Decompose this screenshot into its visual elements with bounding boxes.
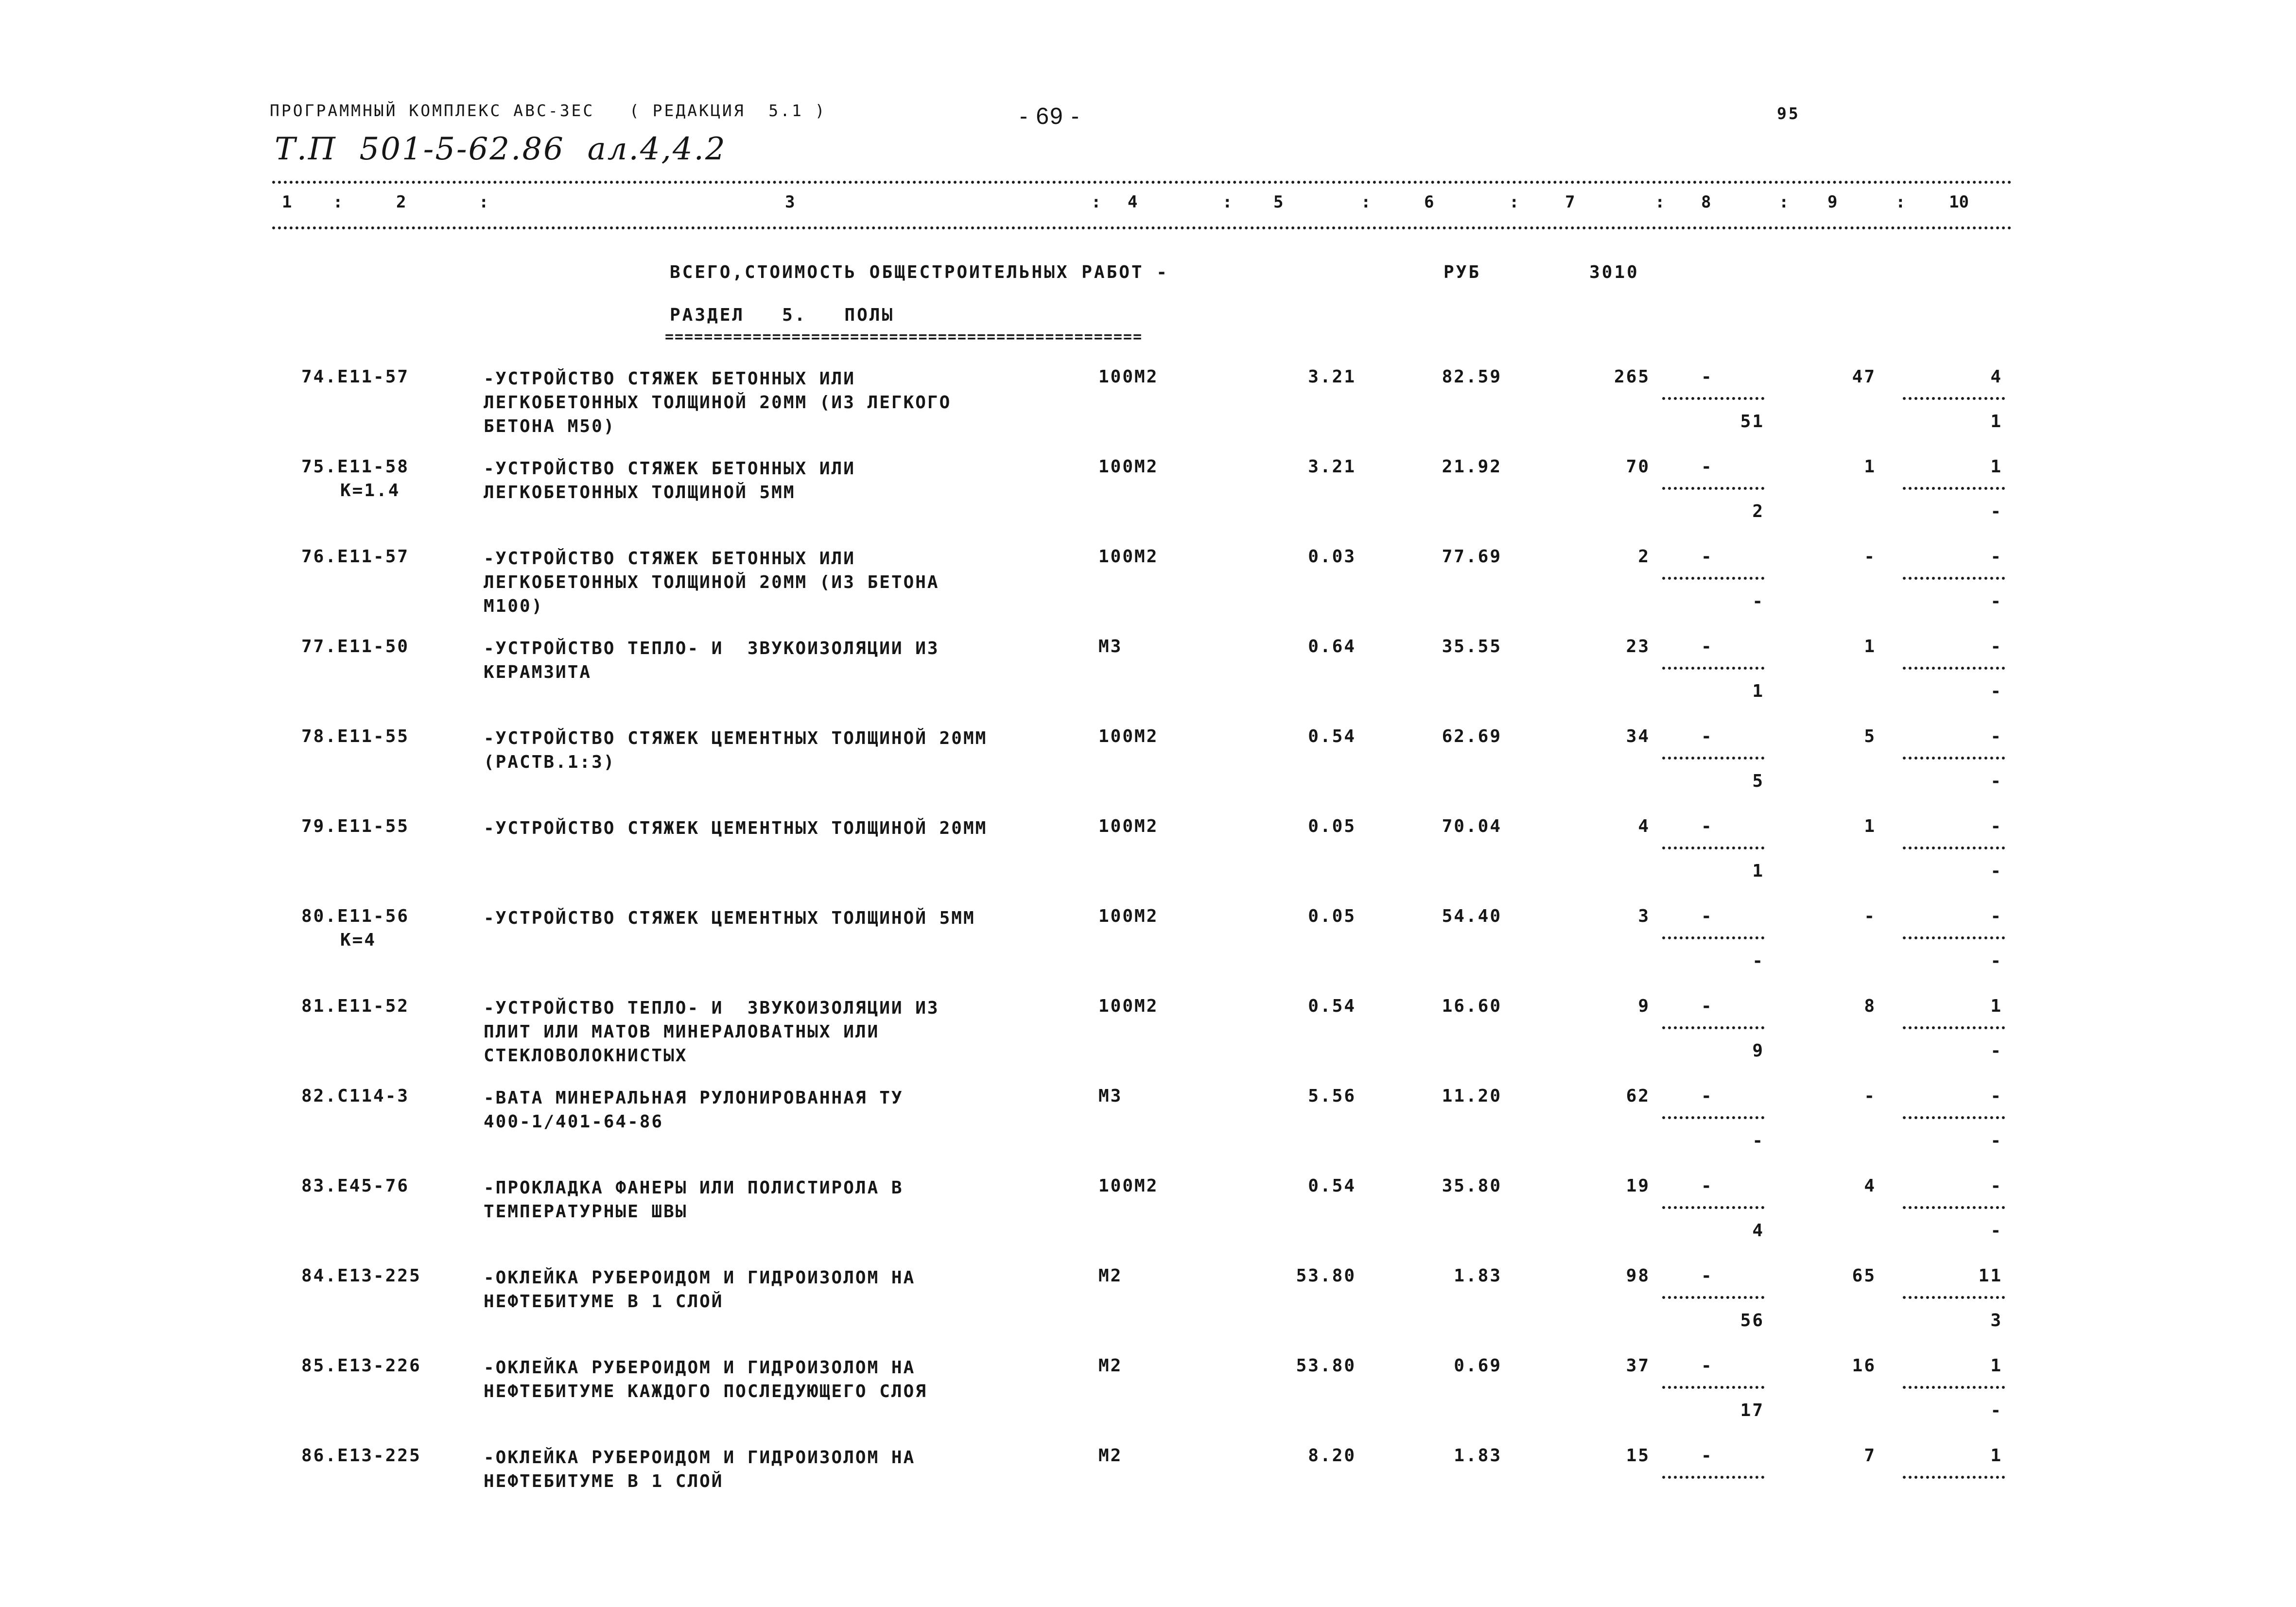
row-quantity: 53.80 (1296, 1266, 1356, 1286)
row-total-cost: 98 (1626, 1266, 1650, 1286)
row-description-line: -УСТРОЙСТВО ТЕПЛО- И ЗВУКОИЗОЛЯЦИИ ИЗ (484, 639, 939, 658)
col10-top-value: 4 (1990, 367, 2002, 387)
col8-top-value: - (1701, 1176, 1713, 1196)
row-quantity: 0.54 (1308, 996, 1356, 1016)
row-unit-price: 82.59 (1442, 367, 1502, 387)
summary-value: 3010 (1589, 262, 1639, 282)
col10-bottom-value: - (1990, 861, 2002, 881)
col10-fraction-line (1903, 847, 2005, 849)
column-separator: : (1222, 192, 1233, 212)
col9-value: 4 (1864, 1176, 1876, 1196)
col8-fraction-line (1662, 847, 1764, 849)
col8-top-value: - (1701, 547, 1713, 567)
row-total-cost: 4 (1638, 816, 1650, 836)
col10-fraction-line (1903, 577, 2005, 580)
row-description-line: ТЕМПЕРАТУРНЫЕ ШВЫ (484, 1202, 688, 1222)
col9-value: - (1864, 906, 1876, 926)
col8-bottom-value: 1 (1752, 861, 1764, 881)
row-unit-price: 35.80 (1442, 1176, 1502, 1196)
row-total-cost: 3 (1638, 906, 1650, 926)
row-description-line: М100) (484, 596, 544, 616)
row-quantity: 5.56 (1308, 1086, 1356, 1106)
row-description-line: ЛЕГКОБЕТОННЫХ ТОЛЩИНОЙ 5ММ (484, 483, 796, 502)
col10-fraction-line (1903, 1026, 2005, 1029)
program-header: ПРОГРАММНЫЙ КОМПЛЕКС АВС-3ЕС ( РЕДАКЦИЯ 5.1 ) (270, 101, 827, 120)
header-bottom-rule (272, 226, 2012, 229)
row-quantity: 0.03 (1308, 547, 1356, 567)
row-number: 82.С114-3 (301, 1086, 410, 1106)
row-description-line: -ПРОКЛАДКА ФАНЕРЫ ИЛИ ПОЛИСТИРОЛА В (484, 1178, 904, 1198)
col10-bottom-value: - (1990, 1400, 2002, 1420)
row-unit-price: 0.69 (1454, 1356, 1502, 1376)
col10-fraction-line (1903, 936, 2005, 939)
col8-fraction-line (1662, 1116, 1764, 1119)
column-separator: : (1896, 192, 1906, 212)
col9-value: - (1864, 1086, 1876, 1106)
row-description-line: СТЕКЛОВОЛОКНИСТЫХ (484, 1046, 688, 1066)
row-description-line: -ВАТА МИНЕРАЛЬНАЯ РУЛОНИРОВАННАЯ ТУ (484, 1088, 904, 1108)
col8-top-value: - (1701, 367, 1713, 387)
row-total-cost: 9 (1638, 996, 1650, 1016)
row-unit: М3 (1098, 637, 1123, 657)
col10-top-value: 1 (1990, 1356, 2002, 1376)
col9-value: 7 (1864, 1446, 1876, 1466)
row-quantity: 53.80 (1296, 1356, 1356, 1376)
row-description-line: -УСТРОЙСТВО СТЯЖЕК БЕТОННЫХ ИЛИ (484, 459, 855, 479)
col8-bottom-value: 5 (1752, 771, 1764, 791)
col9-value: 1 (1864, 816, 1876, 836)
row-unit: М2 (1098, 1356, 1123, 1376)
col10-bottom-value: - (1990, 681, 2002, 701)
row-total-cost: 15 (1626, 1446, 1650, 1466)
col10-bottom-value: 3 (1990, 1311, 2002, 1331)
row-description-line: -УСТРОЙСТВО СТЯЖЕК ЦЕМЕНТНЫХ ТОЛЩИНОЙ 20ММ (484, 728, 988, 748)
row-quantity: 0.64 (1308, 637, 1356, 657)
row-description-line: ЛЕГКОБЕТОННЫХ ТОЛЩИНОЙ 20ММ (ИЗ БЕТОНА (484, 572, 939, 592)
col8-bottom-value: 17 (1740, 1400, 1764, 1420)
col8-top-value: - (1701, 1086, 1713, 1106)
row-description-line: -УСТРОЙСТВО СТЯЖЕК БЕТОННЫХ ИЛИ (484, 369, 855, 389)
section-underline: ================================================= (665, 328, 1143, 346)
row-unit: 100М2 (1098, 906, 1159, 926)
col8-fraction-line (1662, 667, 1764, 670)
row-coefficient: К=1.4 (340, 481, 400, 501)
row-description-line: НЕФТЕБИТУМЕ КАЖДОГО ПОСЛЕДУЮЩЕГО СЛОЯ (484, 1382, 927, 1401)
column-header-7: 7 (1565, 192, 1575, 212)
column-header-2: 2 (396, 192, 406, 212)
row-unit: 100М2 (1098, 547, 1159, 567)
col10-fraction-line (1903, 1116, 2005, 1119)
col9-value: 1 (1864, 457, 1876, 477)
row-number: 78.Е11-55 (301, 726, 410, 746)
col8-bottom-value: - (1752, 1131, 1764, 1151)
col8-fraction-line (1662, 936, 1764, 939)
col8-fraction-line (1662, 1386, 1764, 1389)
col8-fraction-line (1662, 1026, 1764, 1029)
row-number: 76.Е11-57 (301, 547, 410, 567)
col8-top-value: - (1701, 726, 1713, 746)
column-separator: : (479, 192, 489, 212)
handwritten-project-code: Т.П 501-5-62.86 ал.4,4.2 (275, 131, 727, 167)
col8-top-value: - (1701, 996, 1713, 1016)
row-description-line: -ОКЛЕЙКА РУБЕРОИДОМ И ГИДРОИЗОЛОМ НА (484, 1358, 916, 1378)
column-separator: : (1779, 192, 1789, 212)
column-header-1: 1 (282, 192, 292, 212)
row-description-line: -УСТРОЙСТВО ТЕПЛО- И ЗВУКОИЗОЛЯЦИИ ИЗ (484, 998, 939, 1018)
row-number: 80.Е11-56 (301, 906, 410, 926)
col10-fraction-line (1903, 1476, 2005, 1479)
col10-bottom-value: - (1990, 501, 2002, 521)
row-total-cost: 265 (1614, 367, 1650, 387)
col10-fraction-line (1903, 487, 2005, 490)
row-description-line: НЕФТЕБИТУМЕ В 1 СЛОЙ (484, 1471, 724, 1491)
column-header-9: 9 (1827, 192, 1838, 212)
column-header-6: 6 (1424, 192, 1434, 212)
col9-value: 1 (1864, 637, 1876, 657)
col10-fraction-line (1903, 397, 2005, 400)
col10-top-value: 1 (1990, 1446, 2002, 1466)
row-total-cost: 34 (1626, 726, 1650, 746)
col10-top-value: - (1990, 1176, 2002, 1196)
row-number: 84.Е13-225 (301, 1266, 421, 1286)
col8-bottom-value: 2 (1752, 501, 1764, 521)
col10-top-value: - (1990, 816, 2002, 836)
col9-value: 5 (1864, 726, 1876, 746)
column-separator: : (333, 192, 343, 212)
col8-bottom-value: - (1752, 951, 1764, 971)
row-quantity: 0.54 (1308, 726, 1356, 746)
row-unit-price: 21.92 (1442, 457, 1502, 477)
col8-fraction-line (1662, 1206, 1764, 1209)
row-unit-price: 1.83 (1454, 1266, 1502, 1286)
col10-bottom-value: 1 (1990, 412, 2002, 432)
col10-fraction-line (1903, 1296, 2005, 1299)
row-unit: 100М2 (1098, 816, 1159, 836)
col10-bottom-value: - (1990, 771, 2002, 791)
column-separator: : (1509, 192, 1519, 212)
row-total-cost: 62 (1626, 1086, 1650, 1106)
col10-top-value: - (1990, 547, 2002, 567)
row-description-line: ЛЕГКОБЕТОННЫХ ТОЛЩИНОЙ 20ММ (ИЗ ЛЕГКОГО (484, 393, 952, 413)
row-unit: 100М2 (1098, 457, 1159, 477)
row-description-line: НЕФТЕБИТУМЕ В 1 СЛОЙ (484, 1292, 724, 1312)
row-unit: 100М2 (1098, 726, 1159, 746)
col10-fraction-line (1903, 757, 2005, 760)
col10-top-value: 1 (1990, 457, 2002, 477)
row-description-line: -УСТРОЙСТВО СТЯЖЕК БЕТОННЫХ ИЛИ (484, 549, 855, 569)
row-unit: 100М2 (1098, 367, 1159, 387)
row-description-line: -УСТРОЙСТВО СТЯЖЕК ЦЕМЕНТНЫХ ТОЛЩИНОЙ 5ММ (484, 908, 975, 928)
row-total-cost: 37 (1626, 1356, 1650, 1376)
row-description-line: КЕРАМЗИТА (484, 662, 592, 682)
row-unit: 100М2 (1098, 1176, 1159, 1196)
row-unit-price: 77.69 (1442, 547, 1502, 567)
col10-bottom-value: - (1990, 1221, 2002, 1241)
row-number: 79.Е11-55 (301, 816, 410, 836)
row-number: 83.Е45-76 (301, 1176, 410, 1196)
col8-bottom-value: 51 (1740, 412, 1764, 432)
row-quantity: 3.21 (1308, 457, 1356, 477)
col8-top-value: - (1701, 906, 1713, 926)
col9-value: 8 (1864, 996, 1876, 1016)
row-quantity: 0.05 (1308, 816, 1356, 836)
col9-value: - (1864, 547, 1876, 567)
col8-fraction-line (1662, 757, 1764, 760)
row-description-line: -ОКЛЕЙКА РУБЕРОИДОМ И ГИДРОИЗОЛОМ НА (484, 1448, 916, 1468)
col9-value: 16 (1852, 1356, 1876, 1376)
col8-fraction-line (1662, 1296, 1764, 1299)
col8-bottom-value: 9 (1752, 1041, 1764, 1061)
page-number: - 69 - (1020, 104, 1080, 129)
row-total-cost: 2 (1638, 547, 1650, 567)
row-unit-price: 1.83 (1454, 1446, 1502, 1466)
row-quantity: 0.54 (1308, 1176, 1356, 1196)
col10-fraction-line (1903, 667, 2005, 670)
col10-top-value: - (1990, 1086, 2002, 1106)
col8-fraction-line (1662, 577, 1764, 580)
col10-fraction-line (1903, 1206, 2005, 1209)
col9-value: 47 (1852, 367, 1876, 387)
row-description-line: 400-1/401-64-86 (484, 1112, 664, 1132)
row-unit-price: 35.55 (1442, 637, 1502, 657)
col10-top-value: 11 (1978, 1266, 2002, 1286)
row-quantity: 0.05 (1308, 906, 1356, 926)
col8-bottom-value: 4 (1752, 1221, 1764, 1241)
row-unit: М2 (1098, 1266, 1123, 1286)
row-quantity: 8.20 (1308, 1446, 1356, 1466)
row-number: 85.Е13-226 (301, 1356, 421, 1376)
col10-fraction-line (1903, 1386, 2005, 1389)
col8-top-value: - (1701, 1446, 1713, 1466)
row-number: 81.Е11-52 (301, 996, 410, 1016)
col8-top-value: - (1701, 457, 1713, 477)
col8-top-value: - (1701, 1266, 1713, 1286)
column-header-10: 10 (1949, 192, 1969, 212)
header-top-rule (272, 181, 2012, 184)
col8-bottom-value: 56 (1740, 1311, 1764, 1331)
col10-top-value: 1 (1990, 996, 2002, 1016)
col10-top-value: - (1990, 906, 2002, 926)
column-separator: : (1091, 192, 1101, 212)
column-separator: : (1361, 192, 1371, 212)
row-unit: 100М2 (1098, 996, 1159, 1016)
row-unit-price: 16.60 (1442, 996, 1502, 1016)
row-total-cost: 70 (1626, 457, 1650, 477)
section-title: РАЗДЕЛ 5. ПОЛЫ (670, 305, 895, 325)
column-header-4: 4 (1128, 192, 1138, 212)
col10-bottom-value: - (1990, 1131, 2002, 1151)
summary-label: ВСЕГО,СТОИМОСТЬ ОБЩЕСТРОИТЕЛЬНЫХ РАБОТ - (670, 262, 1169, 282)
col8-top-value: - (1701, 816, 1713, 836)
row-number: 86.Е13-225 (301, 1446, 421, 1466)
col8-top-value: - (1701, 637, 1713, 657)
row-unit-price: 11.20 (1442, 1086, 1502, 1106)
col8-top-value: - (1701, 1356, 1713, 1376)
row-number: 77.Е11-50 (301, 637, 410, 657)
summary-unit: РУБ (1444, 262, 1481, 282)
row-description-line: (РАСТВ.1:3) (484, 752, 616, 772)
row-unit-price: 62.69 (1442, 726, 1502, 746)
row-description-line: БЕТОНА М50) (484, 416, 616, 436)
row-coefficient: К=4 (340, 930, 377, 950)
col8-fraction-line (1662, 397, 1764, 400)
row-quantity: 3.21 (1308, 367, 1356, 387)
col8-bottom-value: - (1752, 591, 1764, 611)
col10-top-value: - (1990, 726, 2002, 746)
column-separator: : (1655, 192, 1665, 212)
col10-bottom-value: - (1990, 1041, 2002, 1061)
row-unit: М3 (1098, 1086, 1123, 1106)
row-description-line: ПЛИТ ИЛИ МАТОВ МИНЕРАЛОВАТНЫХ ИЛИ (484, 1022, 880, 1042)
col8-bottom-value: 1 (1752, 681, 1764, 701)
col9-value: 65 (1852, 1266, 1876, 1286)
row-description-line: -УСТРОЙСТВО СТЯЖЕК ЦЕМЕНТНЫХ ТОЛЩИНОЙ 20ММ (484, 818, 988, 838)
row-unit-price: 54.40 (1442, 906, 1502, 926)
col10-bottom-value: - (1990, 951, 2002, 971)
row-number: 74.Е11-57 (301, 367, 410, 387)
column-header-3: 3 (785, 192, 795, 212)
column-header-5: 5 (1273, 192, 1284, 212)
row-number: 75.Е11-58 (301, 457, 410, 477)
column-header-8: 8 (1701, 192, 1711, 212)
col10-top-value: - (1990, 637, 2002, 657)
col8-fraction-line (1662, 487, 1764, 490)
row-description-line: -ОКЛЕЙКА РУБЕРОИДОМ И ГИДРОИЗОЛОМ НА (484, 1268, 916, 1288)
col8-fraction-line (1662, 1476, 1764, 1479)
row-total-cost: 23 (1626, 637, 1650, 657)
row-total-cost: 19 (1626, 1176, 1650, 1196)
col10-bottom-value: - (1990, 591, 2002, 611)
sheet-number: 95 (1777, 104, 1800, 123)
row-unit-price: 70.04 (1442, 816, 1502, 836)
row-unit: М2 (1098, 1446, 1123, 1466)
